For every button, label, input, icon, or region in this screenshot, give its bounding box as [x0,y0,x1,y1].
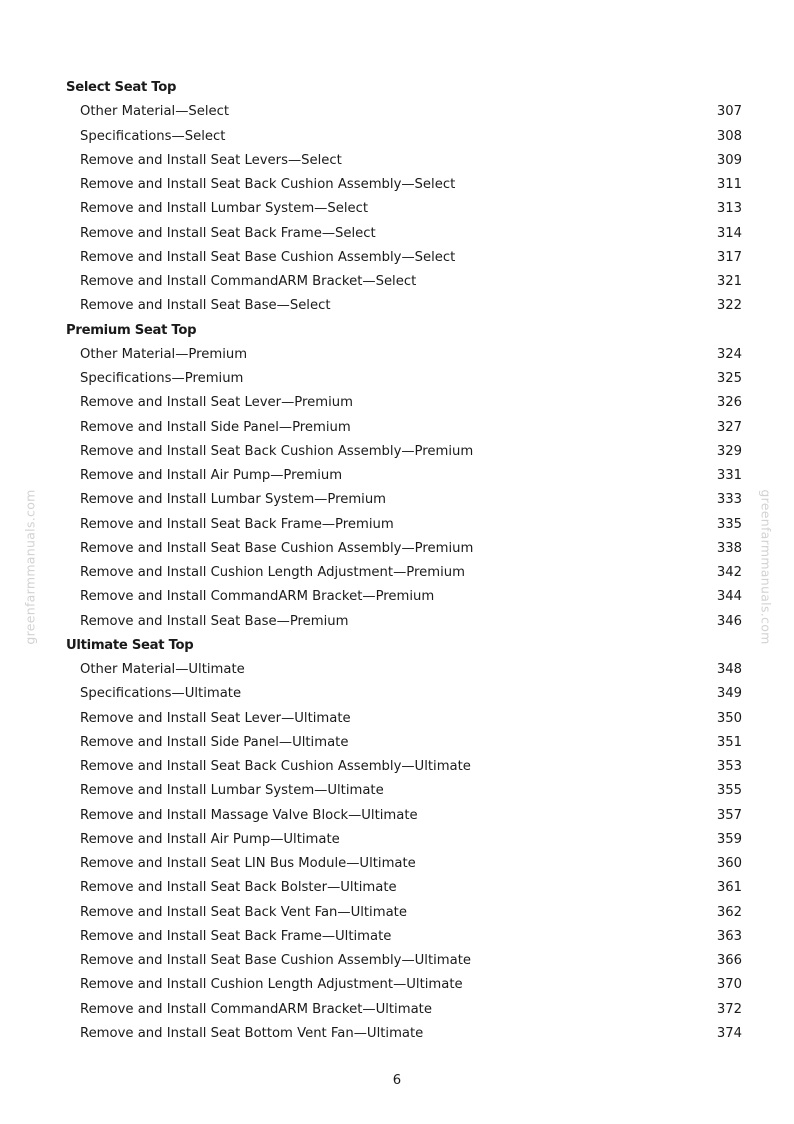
toc-entry-page: 311 [716,177,742,192]
toc-entry-page: 363 [716,928,742,944]
toc-entry-title: Remove and Install Seat Back Bolster—Ultimate [80,880,397,896]
toc-entry-title: Remove and Install Seat Lever—Ultimate [80,710,351,726]
toc-entry[interactable] [0,100,794,124]
toc-entry[interactable] [0,464,794,488]
toc-entry-page: 314 [716,225,742,241]
toc-entry-page: 317 [716,249,742,265]
toc-entry-title: Remove and Install Seat Back Frame—Ultimate [80,928,392,944]
toc-entry-page: 362 [716,904,742,920]
toc-entry-page: 324 [716,346,742,362]
toc-entry-page: 326 [716,395,742,411]
toc-entry[interactable] [0,270,794,294]
watermark-right: greenfarmmanuals.com [758,489,774,645]
toc-entry-title: Specifications—Select [80,128,226,144]
section-heading: Premium Seat Top [66,322,197,338]
toc-entry[interactable] [0,561,794,585]
toc-entry[interactable] [0,197,794,221]
toc-entry-title: Remove and Install CommandARM Bracket—Select [80,274,417,289]
toc-entry[interactable] [0,755,794,779]
toc-entry-page: 307 [716,104,742,120]
toc-entry-title: Other Material—Select [80,104,230,120]
toc-entry[interactable] [0,1022,794,1046]
toc-entry-title: Remove and Install Lumbar System—Select [80,201,369,217]
toc-entry-page: 361 [716,880,742,896]
toc-entry[interactable] [0,610,794,634]
toc-entry-page: 313 [716,201,742,217]
toc-entry-page: 309 [716,152,742,168]
toc-entry[interactable] [0,367,794,391]
toc-entry[interactable] [0,925,794,949]
toc-entry-title: Other Material—Ultimate [80,662,245,677]
toc-entry-title: Remove and Install Air Pump—Premium [80,468,343,483]
section-heading: Select Seat Top [66,80,177,95]
toc-entry-page: 325 [716,371,742,386]
toc-entry-page: 349 [716,686,742,702]
toc-entry-page: 374 [716,1025,742,1041]
toc-entry-page: 357 [716,807,742,823]
toc-entry-page: 338 [716,540,742,556]
watermark-left: greenfarmmanuals.com [22,489,38,645]
toc-entry[interactable] [0,149,794,173]
toc-entry-title: Remove and Install Side Panel—Premium [80,419,351,435]
toc-entry[interactable] [0,440,794,464]
toc-entry-page: 322 [716,298,742,314]
toc-entry[interactable] [0,949,794,973]
toc-entry-title: Remove and Install Seat Back Cushion Assembly—Select [80,177,456,192]
toc-entry[interactable] [0,658,794,682]
toc-entry-title: Other Material—Premium [80,346,248,362]
toc-entry-title: Remove and Install Seat Base Cushion Assembly—Premium [80,540,474,556]
toc-entry[interactable] [0,973,794,997]
toc-entry-title: Remove and Install Side Panel—Ultimate [80,734,349,750]
toc-entry-title: Specifications—Ultimate [80,686,242,702]
toc-entry[interactable] [0,804,794,828]
toc-entry[interactable] [0,828,794,852]
toc-entry[interactable] [0,852,794,876]
toc-entry-title: Remove and Install Seat Back Frame—Premium [80,516,394,532]
toc-entry-page: 327 [716,419,742,435]
toc-entry[interactable] [0,294,794,318]
toc-entry-title: Remove and Install Seat Base Cushion Assembly—Ultimate [80,953,472,968]
toc-entry-title: Remove and Install Cushion Length Adjustment—Ultimate [80,977,463,993]
toc-entry[interactable] [0,173,794,197]
toc-entry-page: 372 [716,1001,742,1017]
toc-entry-page: 329 [716,443,742,459]
toc-entry[interactable] [0,585,794,609]
toc-entry-title: Remove and Install Seat Base—Select [80,298,331,314]
section-heading: Ultimate Seat Top [66,637,194,653]
toc-entry-page: 351 [716,734,742,750]
toc-entry-title: Remove and Install Seat Levers—Select [80,152,342,168]
toc-entry-title: Remove and Install Air Pump—Ultimate [80,831,340,847]
toc-entry-page: 346 [716,613,742,629]
toc-entry-title: Remove and Install Seat Back Vent Fan—Ultimate [80,904,407,920]
toc-entry-page: 350 [716,710,742,726]
toc-entry-page: 333 [716,492,742,508]
toc-entry-title: Specifications—Premium [80,371,244,386]
page-number: 6 [392,1073,402,1088]
toc-entry[interactable] [0,537,794,561]
toc-entry-page: 308 [716,128,742,144]
toc-entry[interactable] [0,731,794,755]
toc-entry-page: 348 [716,662,742,677]
toc-entry[interactable] [0,876,794,900]
toc-entry-title: Remove and Install CommandARM Bracket—Premium [80,589,435,605]
toc-entry-page: 366 [716,953,742,968]
toc-entry[interactable] [0,125,794,149]
toc-entry-title: Remove and Install Seat Lever—Premium [80,395,353,411]
toc-entry-title: Remove and Install Seat Base—Premium [80,613,349,629]
toc-entry-title: Remove and Install Seat Back Cushion Assembly—Ultimate [80,759,471,774]
toc-entry[interactable] [0,391,794,415]
toc-entry-page: 331 [716,468,742,483]
toc-entry[interactable] [0,513,794,537]
toc-entry-title: Remove and Install Cushion Length Adjustment—Premium [80,565,465,580]
table-of-contents [0,76,794,1046]
toc-entry-page: 359 [716,831,742,847]
toc-entry-title: Remove and Install CommandARM Bracket—Ultimate [80,1001,432,1017]
toc-entry[interactable] [0,682,794,706]
toc-entry-page: 353 [716,759,742,774]
toc-entry-page: 344 [716,589,742,605]
toc-entry-title: Remove and Install Lumbar System—Ultimate [80,783,384,799]
toc-entry-title: Remove and Install Seat Base Cushion Assembly—Select [80,249,456,265]
toc-entry-page: 370 [716,977,742,993]
toc-entry[interactable] [0,343,794,367]
toc-entry-title: Remove and Install Seat LIN Bus Module—Ultimate [80,856,416,871]
toc-entry[interactable] [0,416,794,440]
toc-entry[interactable] [0,779,794,803]
toc-entry[interactable] [0,488,794,512]
toc-entry[interactable] [0,222,794,246]
toc-entry-page: 321 [716,274,742,289]
toc-entry-title: Remove and Install Seat Back Cushion Assembly—Premium [80,443,474,459]
toc-entry[interactable] [0,246,794,270]
toc-entry-page: 335 [716,516,742,532]
toc-entry[interactable] [0,707,794,731]
toc-entry-title: Remove and Install Massage Valve Block—Ultimate [80,807,418,823]
toc-entry-page: 360 [716,856,742,871]
toc-entry-title: Remove and Install Seat Bottom Vent Fan—Ultimate [80,1025,424,1041]
toc-entry-page: 355 [716,783,742,799]
toc-entry-page: 342 [716,565,742,580]
toc-entry-title: Remove and Install Seat Back Frame—Select [80,225,376,241]
toc-entry[interactable] [0,998,794,1022]
toc-entry-title: Remove and Install Lumbar System—Premium [80,492,387,508]
toc-entry[interactable] [0,901,794,925]
